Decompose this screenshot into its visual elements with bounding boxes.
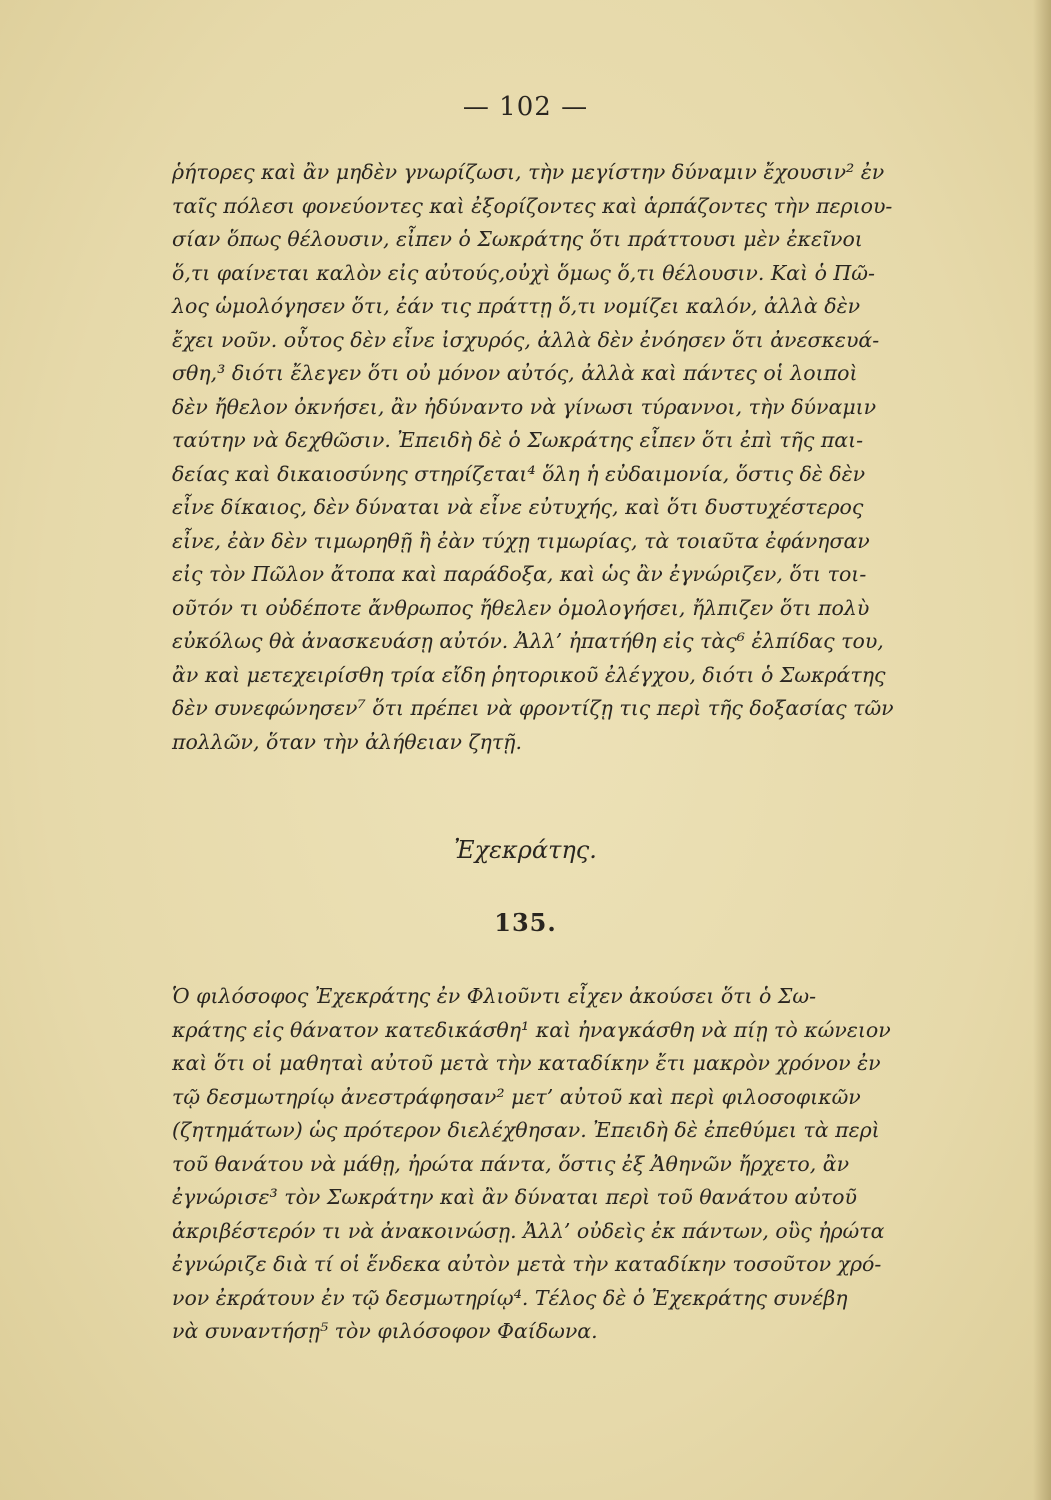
- text-line: ὅ,τι φαίνεται καλὸν εἰς αὐτούς,οὐχὶ ὅμως ὅ,τι θέλουσιν. Καὶ ὁ Πῶ-: [172, 260, 875, 285]
- text-line: ἀκριβέστερόν τι νὰ ἀνακοινώσῃ. Ἀλλ’ οὐδεὶς ἐκ πάντων, οὓς ἠρώτα: [172, 1218, 885, 1243]
- speaker-heading: Ἐχεκράτης.: [454, 836, 597, 864]
- section-number: 135.: [494, 908, 557, 937]
- text-line: τῷ δεσμωτηρίῳ ἀνεστράφησαν² μετ’ αὐτοῦ καὶ περὶ φιλοσοφικῶν: [172, 1084, 861, 1109]
- page-edge-shadow: [1033, 0, 1051, 1500]
- text-line: ἐγνώριζε διὰ τί οἱ ἕνδεκα αὐτὸν μετὰ τὴν καταδίκην τοσοῦτον χρό-: [172, 1252, 882, 1276]
- text-line: ἔχει νοῦν. οὗτος δὲν εἶνε ἰσχυρός, ἀλλὰ δὲν ἐνόησεν ὅτι ἀνεσκευά-: [172, 327, 880, 352]
- text-line: τοῦ θανάτου νὰ μάθῃ, ἠρώτα πάντα, ὅστις ἐξ Ἀθηνῶν ἤρχετο, ἂν: [172, 1151, 850, 1176]
- text-line: Ὁ φιλόσοφος Ἐχεκράτης ἐν Φλιοῦντι εἶχεν ἀκούσει ὅτι ὁ Σω-: [172, 984, 817, 1008]
- text-line: πολλῶν, ὅταν τὴν ἀλήθειαν ζητῇ.: [172, 729, 522, 754]
- text-line: οῦτόν τι οὐδέποτε ἄνθρωπος ἤθελεν ὁμολογήσει, ἤλπιζεν ὅτι πολὺ: [172, 595, 870, 620]
- page-number: — 102 —: [462, 92, 589, 122]
- text-line: σίαν ὅπως θέλουσιν, εἶπεν ὁ Σωκράτης ὅτι πράττουσι μὲν ἐκεῖνοι: [172, 227, 863, 251]
- paragraph-echecrates: [172, 980, 944, 1349]
- text-line: λος ὡμολόγησεν ὅτι, ἐάν τις πράττῃ ὅ,τι νομίζει καλόν, ἀλλὰ δὲν: [172, 294, 861, 318]
- text-line: εἰς τὸν Πῶλον ἄτοπα καὶ παράδοξα, καὶ ὡς ἂν ἐγνώριζεν, ὅτι τοι-: [172, 562, 867, 586]
- text-line: νον ἐκράτουν ἐν τῷ δεσμωτηρίῳ⁴. Τέλος δὲ ὁ Ἐχεκράτης συνέβη: [172, 1285, 848, 1310]
- text-line: εἶνε δίκαιος, δὲν δύναται νὰ εἶνε εὐτυχής, καὶ ὅτι δυστυχέστερος: [172, 495, 864, 519]
- text-line: νὰ συναντήσῃ⁵ τὸν φιλόσοφον Φαίδωνα.: [172, 1319, 598, 1343]
- text-line: καὶ ὅτι οἱ μαθηταὶ αὐτοῦ μετὰ τὴν καταδίκην ἔτι μακρὸν χρόνον ἐν: [172, 1051, 881, 1075]
- text-line: δὲν ἤθελον ὀκνήσει, ἂν ἠδύναντο νὰ γίνωσι τύραννοι, τὴν δύναμιν: [172, 394, 877, 419]
- text-line: εἶνε, ἐὰν δὲν τιμωρηθῇ ἢ ἐὰν τύχῃ τιμωρίας, τὰ τοιαῦτα ἐφάνησαν: [172, 528, 870, 553]
- text-line: ῥήτορες καὶ ἂν μηδὲν γνωρίζωσι, τὴν μεγίστην δύναμιν ἔχουσιν² ἐν: [172, 160, 885, 184]
- paragraph-socrates-polus: [172, 156, 944, 759]
- text-line: (ζητημάτων) ὡς πρότερον διελέχθησαν. Ἐπειδὴ δὲ ἐπεθύμει τὰ περὶ: [172, 1118, 880, 1142]
- text-line: δὲν συνεφώνησεν⁷ ὅτι πρέπει νὰ φροντίζῃ τις περὶ τῆς δοξασίας τῶν: [172, 696, 894, 720]
- text-line: ἐγνώρισε³ τὸν Σωκράτην καὶ ἂν δύναται περὶ τοῦ θανάτου αὐτοῦ: [172, 1185, 857, 1209]
- text-line: ταῖς πόλεσι φονεύοντες καὶ ἐξορίζοντες καὶ ἁρπάζοντες τὴν περιου-: [172, 193, 893, 218]
- text-line: ἂν καὶ μετεχειρίσθη τρία εἴδη ῥητορικοῦ ἐλέγχου, διότι ὁ Σωκράτης: [172, 662, 886, 687]
- text-line: ταύτην νὰ δεχθῶσιν. Ἐπειδὴ δὲ ὁ Σωκράτης εἶπεν ὅτι ἐπὶ τῆς παι-: [172, 428, 864, 452]
- text-line: δείας καὶ δικαιοσύνης στηρίζεται⁴ ὅλη ἡ εὐδαιμονία, ὅστις δὲ δὲν: [172, 461, 866, 486]
- text-line: εὐκόλως θὰ ἀνασκευάσῃ αὐτόν. Ἀλλ’ ἠπατήθη εἰς τὰς⁶ ἐλπίδας του,: [172, 629, 884, 653]
- text-line: κράτης εἰς θάνατον κατεδικάσθη¹ καὶ ἠναγκάσθη νὰ πίῃ τὸ κώνειον: [172, 1017, 891, 1042]
- text-line: σθη,³ διότι ἔλεγεν ὅτι οὐ μόνον αὐτός, ἀλλὰ καὶ πάντες οἱ λοιποὶ: [172, 361, 858, 385]
